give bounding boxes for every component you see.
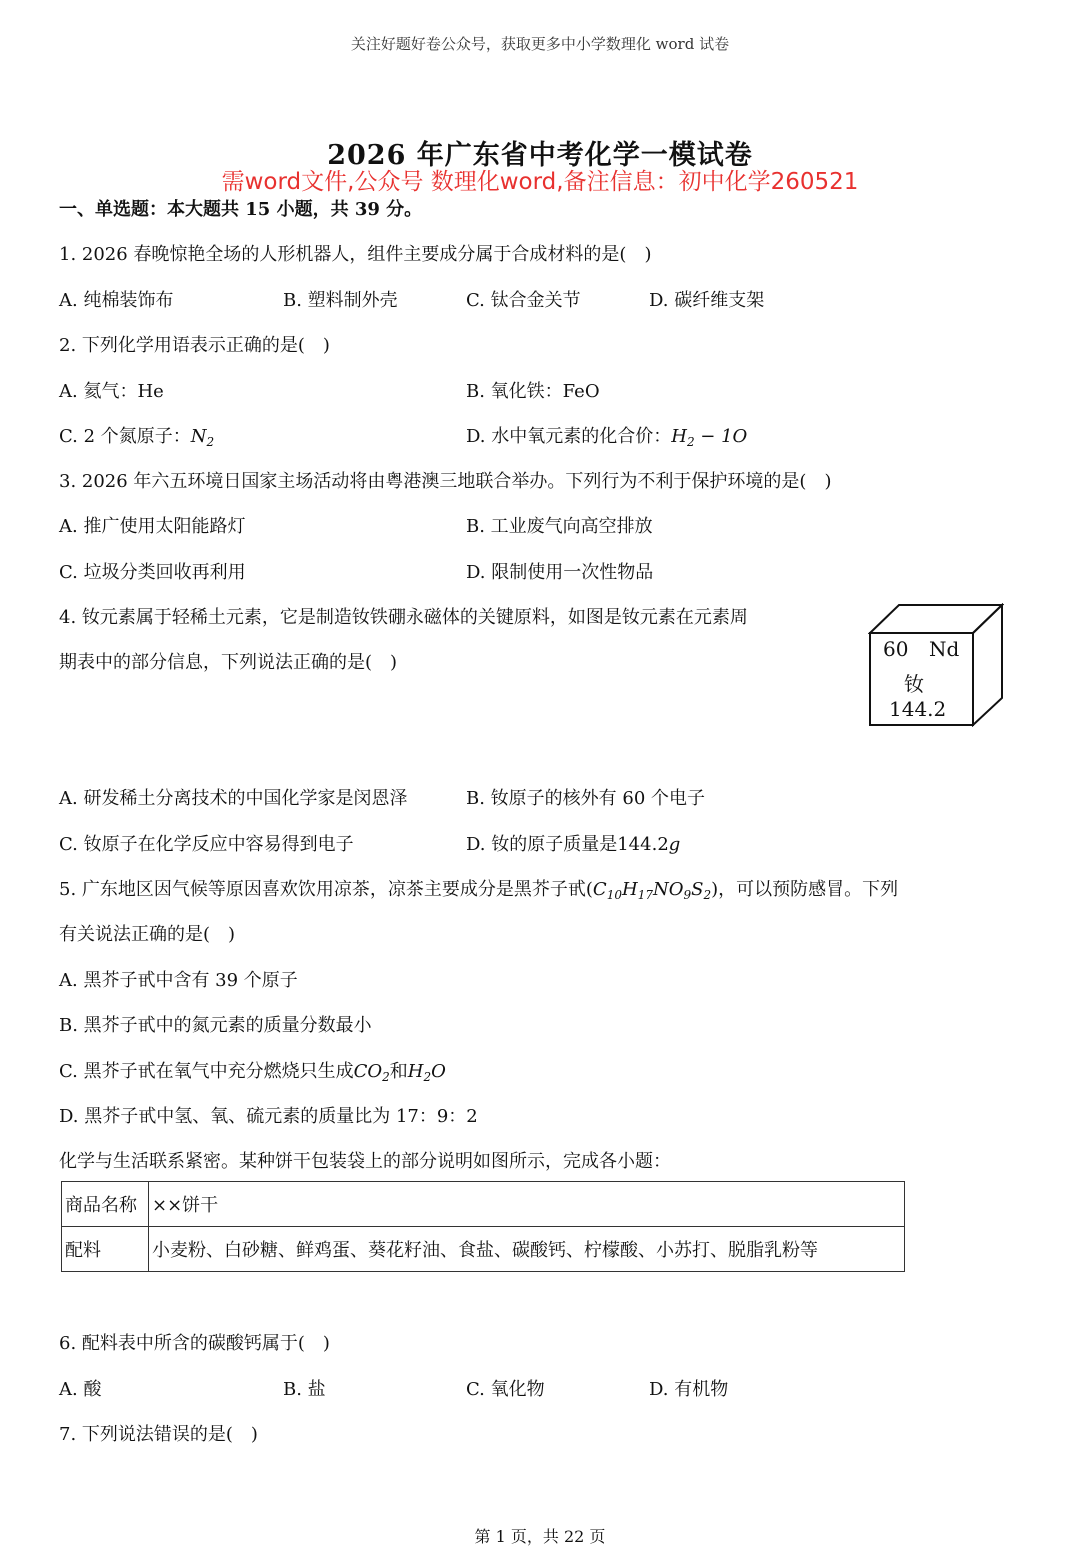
page-footer: 第 1 页，共 22 页 — [474, 1527, 606, 1546]
q6-option-c: C. 氧化物 — [466, 1379, 545, 1400]
q3-option-c: C. 垃圾分类回收再利用 — [59, 562, 246, 583]
table-row — [62, 1227, 905, 1272]
q4-option-d-label: D. 钕的原子质量是 — [466, 834, 618, 855]
q1-option-b: B. 塑料制外壳 — [283, 290, 398, 311]
q3-option-b: B. 工业废气向高空排放 — [466, 516, 653, 537]
n2-formula: $N_2$ — [190, 426, 215, 449]
q5-option-d: D. 黑芥子甙中氢、氧、硫元素的质量比为 17：9：2 — [59, 1106, 478, 1127]
q6-stem: 6. 配料表中所含的碳酸钙属于( ) — [59, 1333, 330, 1354]
element-atomic-number: 60 — [883, 637, 909, 661]
q2-option-b: B. 氧化铁：FeO — [466, 381, 600, 402]
exam-title: 2026 年广东省中考化学一模试卷 — [327, 140, 753, 171]
q4-option-d-value: 144.2 — [617, 834, 669, 855]
q5-stem-prefix: 5. 广东地区因气候等原因喜欢饮用凉茶，凉茶主要成分是黑芥子甙( — [59, 879, 593, 900]
sinigrin-formula: $C_{10}H_{17}NO_9S_2$ — [592, 879, 712, 902]
q2-option-c-label: C. 2 个氮原子： — [59, 426, 191, 447]
q1-option-a: A. 纯棉装饰布 — [59, 290, 174, 311]
q4-stem-line1: 4. 钕元素属于轻稀土元素，它是制造钕铁硼永磁体的关键原料，如图是钕元素在元素周 — [59, 607, 748, 628]
h2o-formula: $H_2O$ — [407, 1061, 446, 1084]
biscuit-label-table — [61, 1181, 905, 1272]
q2-option-a: A. 氦气：He — [59, 381, 164, 402]
q5-option-b: B. 黑芥子甙中的氮元素的质量分数最小 — [59, 1015, 372, 1036]
table-value-ingredients: 小麦粉、白砂糖、鲜鸡蛋、葵花籽油、食盐、碳酸钙、柠檬酸、小苏打、脱脂乳粉等 — [149, 1227, 905, 1272]
section-heading: 一、单选题：本大题共 15 小题，共 39 分。 — [59, 199, 423, 220]
q1-option-c: C. 钛合金关节 — [466, 290, 581, 311]
table-key-product: 商品名称 — [62, 1182, 149, 1227]
q4-option-a: A. 研发稀土分离技术的中国化学家是闵恩泽 — [59, 788, 408, 809]
h2o-valence-formula: $H_2 - 1O$ — [671, 426, 748, 449]
q6-option-a: A. 酸 — [59, 1379, 102, 1400]
q6-option-d: D. 有机物 — [649, 1379, 729, 1400]
q2-stem: 2. 下列化学用语表示正确的是( ) — [59, 335, 330, 356]
q5-stem-line2: 有关说法正确的是( ) — [59, 924, 236, 945]
watermark-note: 需word文件,公众号 数理化word,备注信息：初中化学260521 — [221, 169, 859, 195]
element-symbol: Nd — [929, 637, 960, 661]
q3-option-a: A. 推广使用太阳能路灯 — [59, 516, 246, 537]
q5-option-c-and: 和 — [389, 1061, 408, 1082]
q7-stem: 7. 下列说法错误的是( ) — [59, 1424, 258, 1445]
q2-option-d-label: D. 水中氧元素的化合价： — [466, 426, 672, 447]
group-intro: 化学与生活联系紧密。某种饼干包装袋上的部分说明如图所示，完成各小题： — [59, 1151, 671, 1172]
q1-stem: 1. 2026 春晚惊艳全场的人形机器人，组件主要成分属于合成材料的是( ) — [59, 244, 652, 265]
q5-option-a: A. 黑芥子甙中含有 39 个原子 — [59, 970, 298, 991]
element-name: 钕 — [904, 672, 924, 696]
q4-option-d — [466, 830, 680, 856]
q5-stem-suffix: )，可以预防感冒。下列 — [711, 879, 899, 900]
table-row — [62, 1182, 905, 1227]
q2-option-d — [466, 422, 747, 448]
q6-option-b: B. 盐 — [283, 1379, 326, 1400]
element-atomic-mass: 144.2 — [889, 697, 947, 721]
q3-option-d: D. 限制使用一次性物品 — [466, 562, 654, 583]
q5-option-c-label: C. 黑芥子甙在氧气中充分燃烧只生成 — [59, 1061, 354, 1082]
q4-option-b: B. 钕原子的核外有 60 个电子 — [466, 788, 706, 809]
q2-option-c — [59, 422, 214, 448]
q4-option-c: C. 钕原子在化学反应中容易得到电子 — [59, 834, 354, 855]
q5-stem-line1 — [59, 875, 898, 901]
table-key-ingredients: 配料 — [62, 1227, 149, 1272]
q4-stem-line2: 期表中的部分信息，下列说法正确的是( ) — [59, 652, 398, 673]
co2-formula: $CO_2$ — [353, 1061, 390, 1084]
q1-option-d: D. 碳纤维支架 — [649, 290, 765, 311]
header-note: 关注好题好卷公众号，获取更多中小学数理化 word 试卷 — [350, 35, 730, 53]
gram-unit: g — [668, 834, 681, 855]
q3-stem: 3. 2026 年六五环境日国家主场活动将由粤港澳三地联合举办。下列行为不利于保护环境的是( ) — [59, 471, 832, 492]
q5-option-c — [59, 1057, 446, 1083]
table-value-product: ××饼干 — [149, 1182, 905, 1227]
